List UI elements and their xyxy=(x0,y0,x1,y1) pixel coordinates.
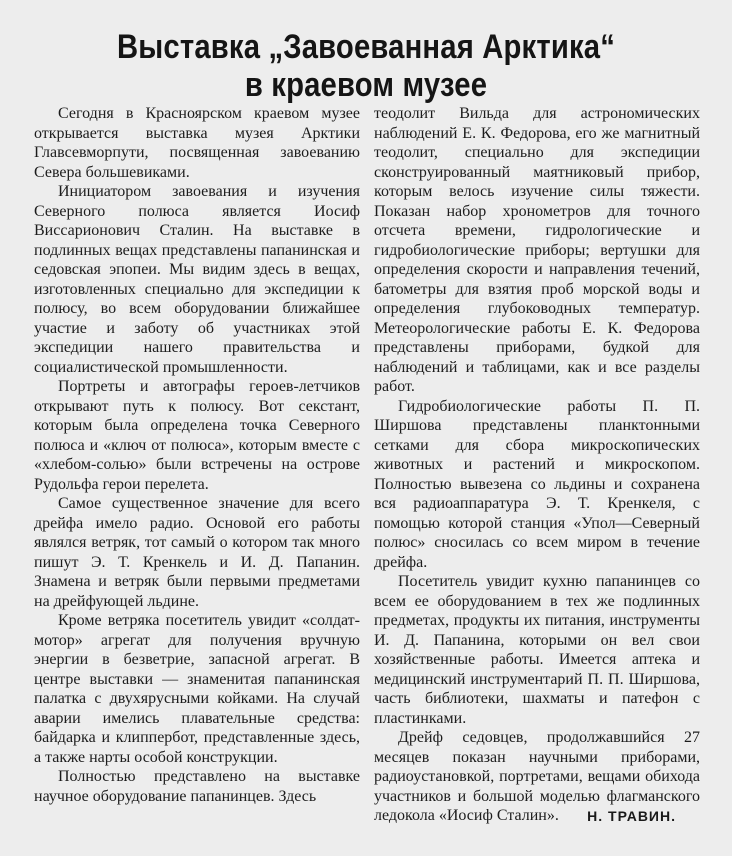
article-headline xyxy=(51,28,681,104)
paragraph-continued: теодолит Вильда для астрономических наблюдений Е. К. Федорова, его же магнитный теодолит, специально для экспедиции сконструированный маятниковый прибор, которым велось изучение силы тяжести. Показан набор хронометров для точного отсчета времени, гидрологические и гидробиологические приборы; вертушки для определения скорости и направления течений, батометры для взятия проб морской воды и определения глубоководных температур. Метеорологические работы Е. К. Федорова представлены приборами, будкой для наблюдений и таблицами, как и все разделы работ. xyxy=(374,105,700,395)
paragraph: Дрейф седовцев, продолжавшийся 27 месяцев показан научными приборами, радиоустановкой, портретами, вещами обихода участников и большой моделью флагманского ледокола «Иосиф Сталин». xyxy=(374,729,700,824)
paragraph: Гидробиологические работы П. П. Ширшова представлены планктонными сетками для сбора микроскопических животных и растений и микроскопом. Полностью вывезена со льдины и сохранена вся радиоаппаратура Э. Т. Кренкеля, с помощью которой станция «Упол—Северный полюс» сносилась со всем миром в течение дрейфа. xyxy=(374,397,700,571)
right-column xyxy=(374,104,700,826)
paragraph: Полностью представлено на выставке научное оборудование папанинцев. Здесь xyxy=(34,768,360,805)
paragraph: Посетитель увидит кухню папанинцев со всем ее оборудованием в тех же подлинных предметах, продукты их питания, инструменты И. Д. Папанина, которыми он вел свои хозяйственные работы. Имеется аптека и медицинский инструментарий П. П. Ширшова, часть библиотеки, шахматы и патефон с пластинками. xyxy=(374,573,700,727)
paragraph: Самое существенное значение для всего дрейфа имело радио. Основой его работы являлся ветряк, тот самый о котором так много пишут Э. Т. Кренкель и И. Д. Папанин. Знамена и ветряк были первыми предметами на дрейфующей льдине. xyxy=(34,495,360,610)
headline-line-1: Выставка „Завоеванная Арктика“ xyxy=(116,28,616,66)
paragraph: Кроме ветряка посетитель увидит «солдат-мотор» агрегат для получения вручную энергии в безветрие, запасной агрегат. В центре выставки — знаменитая папанинская палатка с двухярусными койками. На случай аварии имелись плавательные средства: байдарка и клиппербот, представленные здесь, а также нарты особой конструкции. xyxy=(34,612,360,766)
paragraph: Портреты и автографы героев-летчиков открывают путь к полюсу. Вот секстант, которым была определена точка Северного полюса и «ключ от полюса», которым вместе с «хлебом-солью» были встречены на острове Рудольфа герои перелета. xyxy=(34,378,360,493)
left-column xyxy=(34,104,360,806)
paragraph: Инициатором завоевания и изучения Северного полюса является Иосиф Виссарионович Сталин. На выставке в подлинных вещах представлены папанинская и седовская эпопеи. Мы видим здесь в вещах, изготовленных специально для экспедиции к полюсу, во всем оборудовании ближайшее участие и заботу об участниках этой экспедиции нашего правительства и социалистической промышленности. xyxy=(34,183,360,376)
author-signature: Н. ТРАВИН. xyxy=(587,808,676,824)
paragraph: Сегодня в Красноярском краевом музее открывается выставка музея Арктики Главсевморпути, посвященная завоеванию Севера большевиками. xyxy=(34,105,360,181)
headline-line-2: в краевом музее xyxy=(244,66,488,104)
